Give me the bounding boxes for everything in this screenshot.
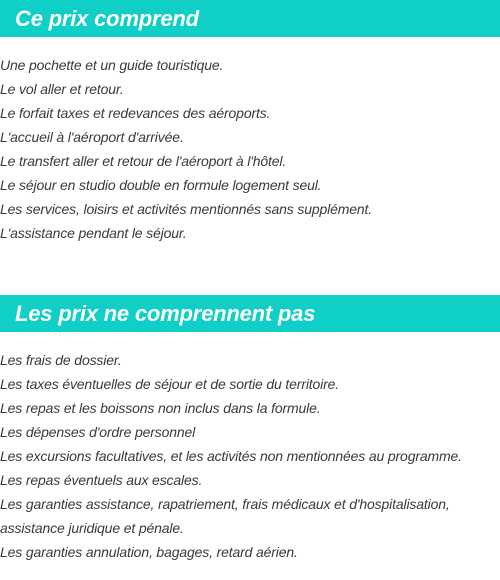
list-item: L'assistance pendant le séjour. <box>0 225 187 241</box>
included-section-header <box>0 0 500 37</box>
list-item: Les excursions facultatives, et les activités non mentionnées au programme. <box>0 448 462 464</box>
list-item: L'accueil à l'aéroport d'arrivée. <box>0 129 184 145</box>
list-item: Les repas et les boissons non inclus dans la formule. <box>0 400 321 416</box>
excluded-section-header <box>0 295 500 332</box>
list-item: Les frais de dossier. <box>0 352 122 368</box>
included-section-title: Ce prix comprend <box>15 5 199 31</box>
excluded-section-title: Les prix ne comprennent pas <box>15 300 316 326</box>
list-item: Le forfait taxes et redevances des aéroports. <box>0 105 271 121</box>
list-item: Les garanties assistance, rapatriement, frais médicaux et d'hospitalisation, assistance juridique et pénale. <box>0 496 450 536</box>
list-item: Les garanties annulation, bagages, retard aérien. <box>0 544 298 560</box>
list-item: Le séjour en studio double en formule logement seul. <box>0 177 322 193</box>
excluded-items-list <box>0 348 500 564</box>
list-item: Les taxes éventuelles de séjour et de sortie du territoire. <box>0 376 340 392</box>
list-item: Le vol aller et retour. <box>0 81 124 97</box>
list-item: Une pochette et un guide touristique. <box>0 57 224 73</box>
list-item: Le transfert aller et retour de l'aéroport à l'hôtel. <box>0 153 287 169</box>
list-item: Les services, loisirs et activités mentionnés sans supplément. <box>0 201 372 217</box>
list-item: Les repas éventuels aux escales. <box>0 472 203 488</box>
list-item: Les dépenses d'ordre personnel <box>0 424 196 440</box>
included-items-list <box>0 53 500 245</box>
